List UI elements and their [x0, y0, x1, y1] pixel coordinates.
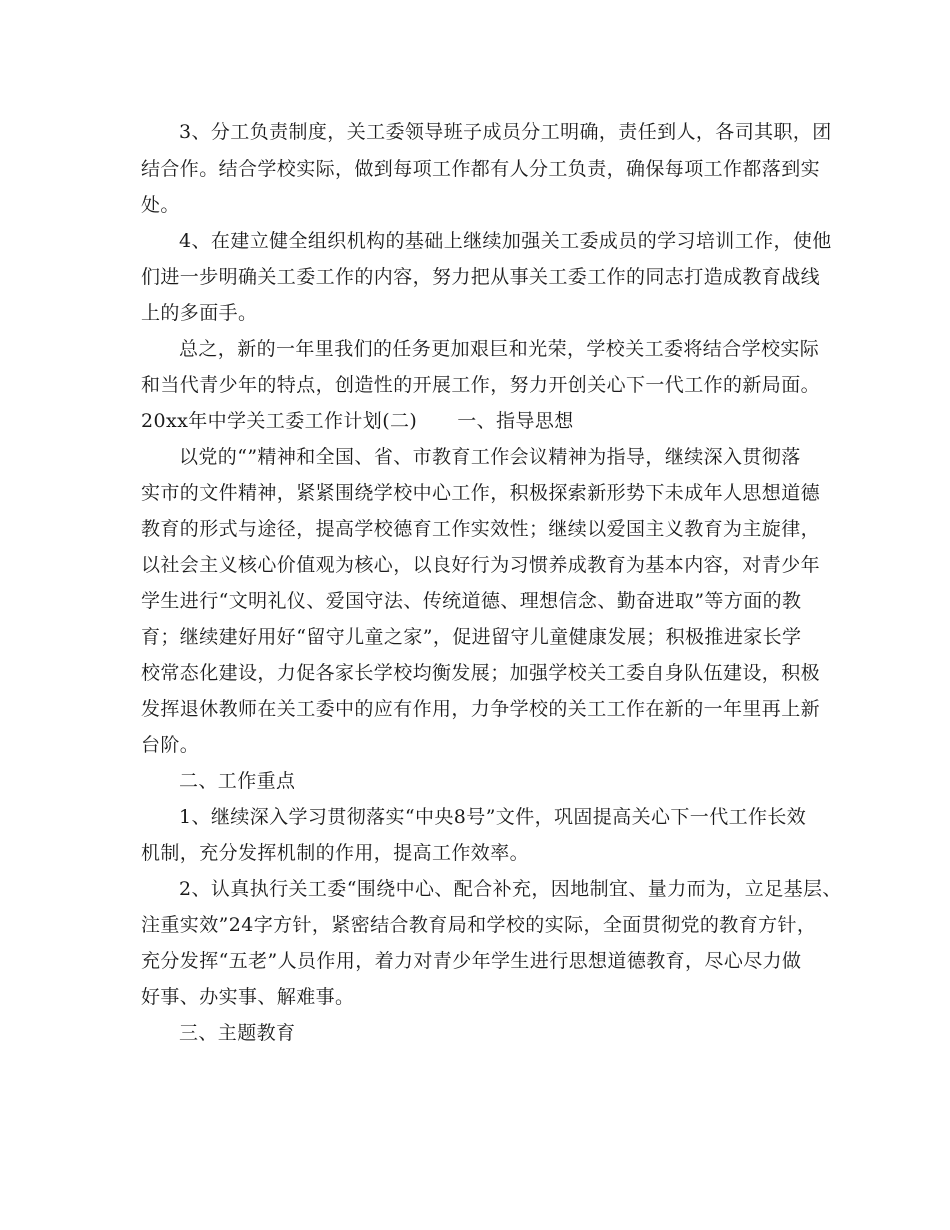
- section-heading: 一、指导思想: [457, 410, 574, 432]
- plan-title: 20xx年中学关工委工作计划(二): [141, 410, 418, 432]
- text-line: 学生进行“文明礼仪、爱国守法、传统道德、理想信念、勤奋进取”等方面的教: [141, 590, 802, 612]
- text-line: 上的多面手。: [141, 302, 258, 324]
- text-line: 注重实效”24字方针，紧密结合教育局和学校的实际，全面贯彻党的教育方针，: [141, 914, 817, 936]
- text-line: 充分发挥“五老”人员作用，着力对青少年学生进行思想道德教育，尽心尽力做: [141, 950, 802, 972]
- text-line: 好事、办实事、解难事。: [141, 986, 355, 1008]
- text-line: 们进一步明确关工委工作的内容，努力把从事关工委工作的同志打造成教育战线: [141, 266, 821, 288]
- section-heading: 二、工作重点: [179, 770, 296, 792]
- text-line: 校常态化建设，力促各家长学校均衡发展；加强学校关工委自身队伍建设，积极: [141, 662, 821, 684]
- text-line: 机制，充分发挥机制的作用，提高工作效率。: [141, 842, 530, 864]
- text-line: 4、在建立健全组织机构的基础上继续加强关工委成员的学习培训工作，使他: [179, 230, 832, 252]
- text-line: 3、分工负责制度，关工委领导班子成员分工明确，责任到人，各司其职，团: [179, 121, 832, 143]
- text-line: 实市的文件精神，紧紧围绕学校中心工作，积极探索新形势下未成年人思想道德: [141, 482, 821, 504]
- text-line: 结合作。结合学校实际，做到每项工作都有人分工负责，确保每项工作都落到实: [141, 158, 821, 180]
- text-line: 2、认真执行关工委“围绕中心、配合补充，因地制宜、量力而为，立足基层、: [179, 878, 842, 900]
- text-line: 总之，新的一年里我们的任务更加艰巨和光荣，学校关工委将结合学校实际: [179, 338, 820, 360]
- text-line: 以党的“”精神和全国、省、市教育工作会议精神为指导，继续深入贯彻落: [179, 446, 801, 468]
- text-line: 以社会主义核心价值观为核心，以良好行为习惯养成教育为基本内容，对青少年: [141, 554, 821, 576]
- text-line: 和当代青少年的特点，创造性的开展工作，努力开创关心下一代工作的新局面。: [141, 374, 821, 396]
- section-heading: 三、主题教育: [179, 1022, 296, 1044]
- text-line: 处。: [141, 194, 180, 216]
- text-line: 1、继续深入学习贯彻落实“中央8号”文件，巩固提高关心下一代工作长效: [179, 806, 807, 828]
- text-line: 发挥退休教师在关工委中的应有作用，力争学校的关工工作在新的一年里再上新: [141, 698, 821, 720]
- text-line: 台阶。: [141, 734, 200, 756]
- section-heading-line: [141, 409, 574, 433]
- text-line: 教育的形式与途径，提高学校德育工作实效性；继续以爱国主义教育为主旋律，: [141, 518, 821, 540]
- text-line: 育；继续建好用好“留守儿童之家”，促进留守儿童健康发展；积极推进家长学: [141, 626, 802, 648]
